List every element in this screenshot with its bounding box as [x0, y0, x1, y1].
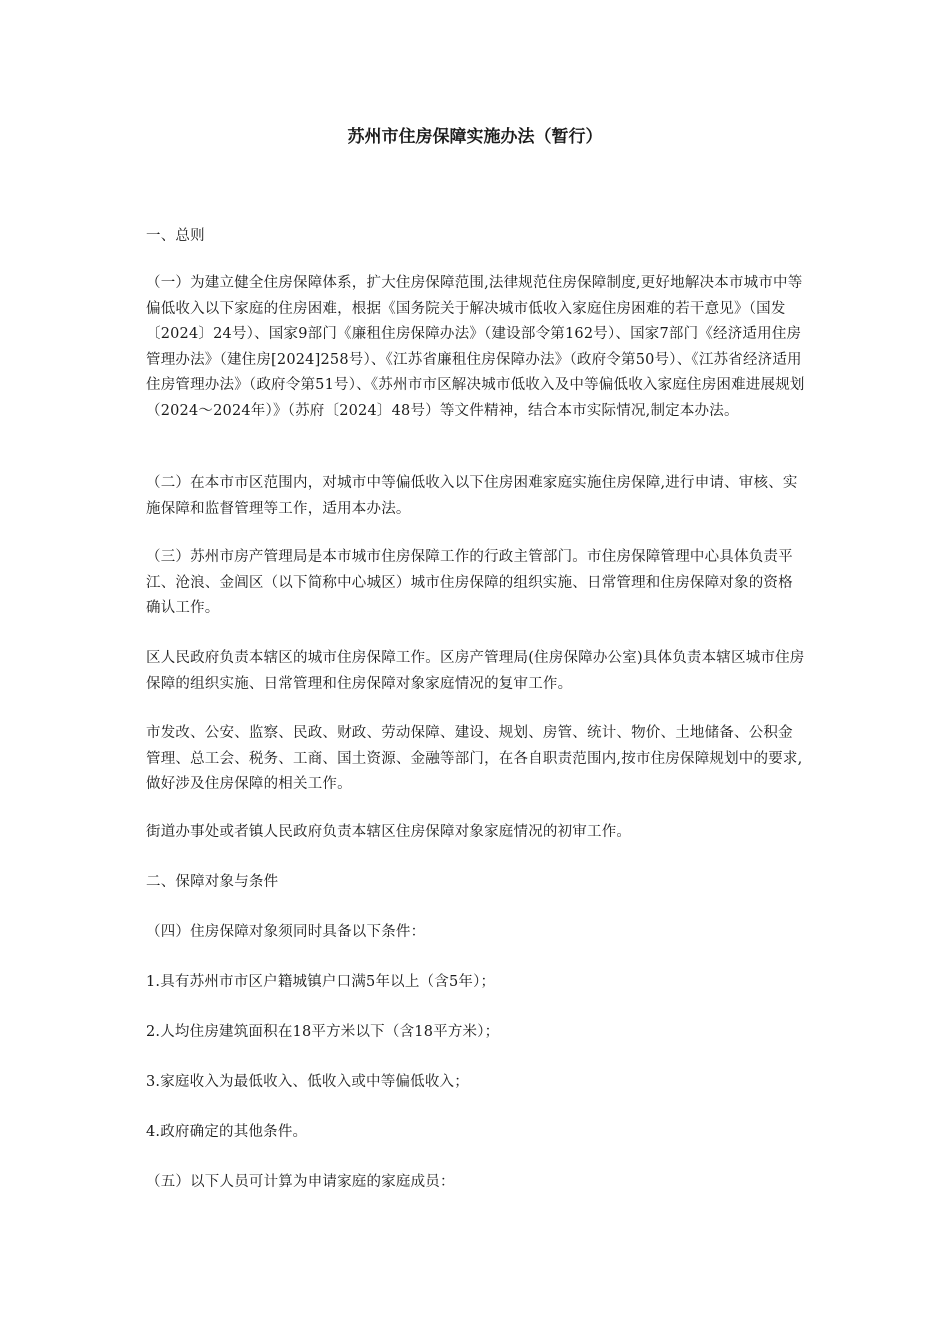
- document-title: 苏州市住房保障实施办法（暂行）: [347, 127, 603, 147]
- list-item-condition-3: 3.家庭收入为最低收入、低收入或中等偏低收入；: [146, 1074, 469, 1090]
- paragraph-street-offices: 街道办事处或者镇人民政府负责本辖区住房保障对象家庭情况的初审工作。: [146, 824, 632, 840]
- paragraph-departments: 市发改、公安、监察、民政、财政、劳动保障、建设、规划、房管、统计、物价、土地储备、公积金管理、总工会、税务、工商、国土资源、金融等部门，在各自职责范围内,按市住房保障规划中的要求,做好涉及住房保障的相关工作。: [146, 725, 803, 792]
- paragraph-1-purpose: （一）为建立健全住房保障体系，扩大住房保障范围,法律规范住房保障制度,更好地解决本市城市中等偏低收入以下家庭的住房困难，根据《国务院关于解决城市低收入家庭住房困难的若干意见》（国发〔2024〕24号）、国家9部门《廉租住房保障办法》（建设部令第162号）、国家7部门《经济适用住房管理办法》（建住房[2024]258号）、《江苏省廉租住房保障办法》（政府令第50号）、《江苏省经济适用住房管理办法》（政府令第51号）、《苏州市市区解决城市低收入及中等偏低收入家庭住房困难进展规划（2024～2024年）》（苏府〔2024〕48号）等文件精神，结合本市实际情况,制定本办法。: [146, 275, 805, 419]
- section-heading-general: 一、总则: [146, 228, 205, 244]
- paragraph-5-family-members: （五）以下人员可计算为申请家庭的家庭成员：: [146, 1174, 455, 1190]
- paragraph-4-conditions: （四）住房保障对象须同时具备以下条件：: [146, 924, 426, 940]
- section-heading-eligibility: 二、保障对象与条件: [146, 874, 279, 890]
- paragraph-district-government: 区人民政府负责本辖区的城市住房保障工作。区房产管理局(住房保障办公室)具体负责本辖区城市住房保障的组织实施、日常管理和住房保障对象家庭情况的复审工作。: [146, 650, 805, 692]
- list-item-condition-2: 2.人均住房建筑面积在18平方米以下（含18平方米）；: [146, 1024, 500, 1040]
- list-item-condition-4: 4.政府确定的其他条件。: [146, 1124, 308, 1140]
- paragraph-2-scope: （二）在本市市区范围内，对城市中等偏低收入以下住房困难家庭实施住房保障,进行申请、审核、实施保障和监督管理等工作，适用本办法。: [146, 475, 798, 517]
- paragraph-3-authority: （三）苏州市房产管理局是本市城市住房保障工作的行政主管部门。市住房保障管理中心具体负责平江、沧浪、金阊区（以下简称中心城区）城市住房保障的组织实施、日常管理和住房保障对象的资格确认工作。: [146, 549, 793, 616]
- list-item-condition-1: 1.具有苏州市市区户籍城镇户口满5年以上（含5年）；: [146, 974, 496, 990]
